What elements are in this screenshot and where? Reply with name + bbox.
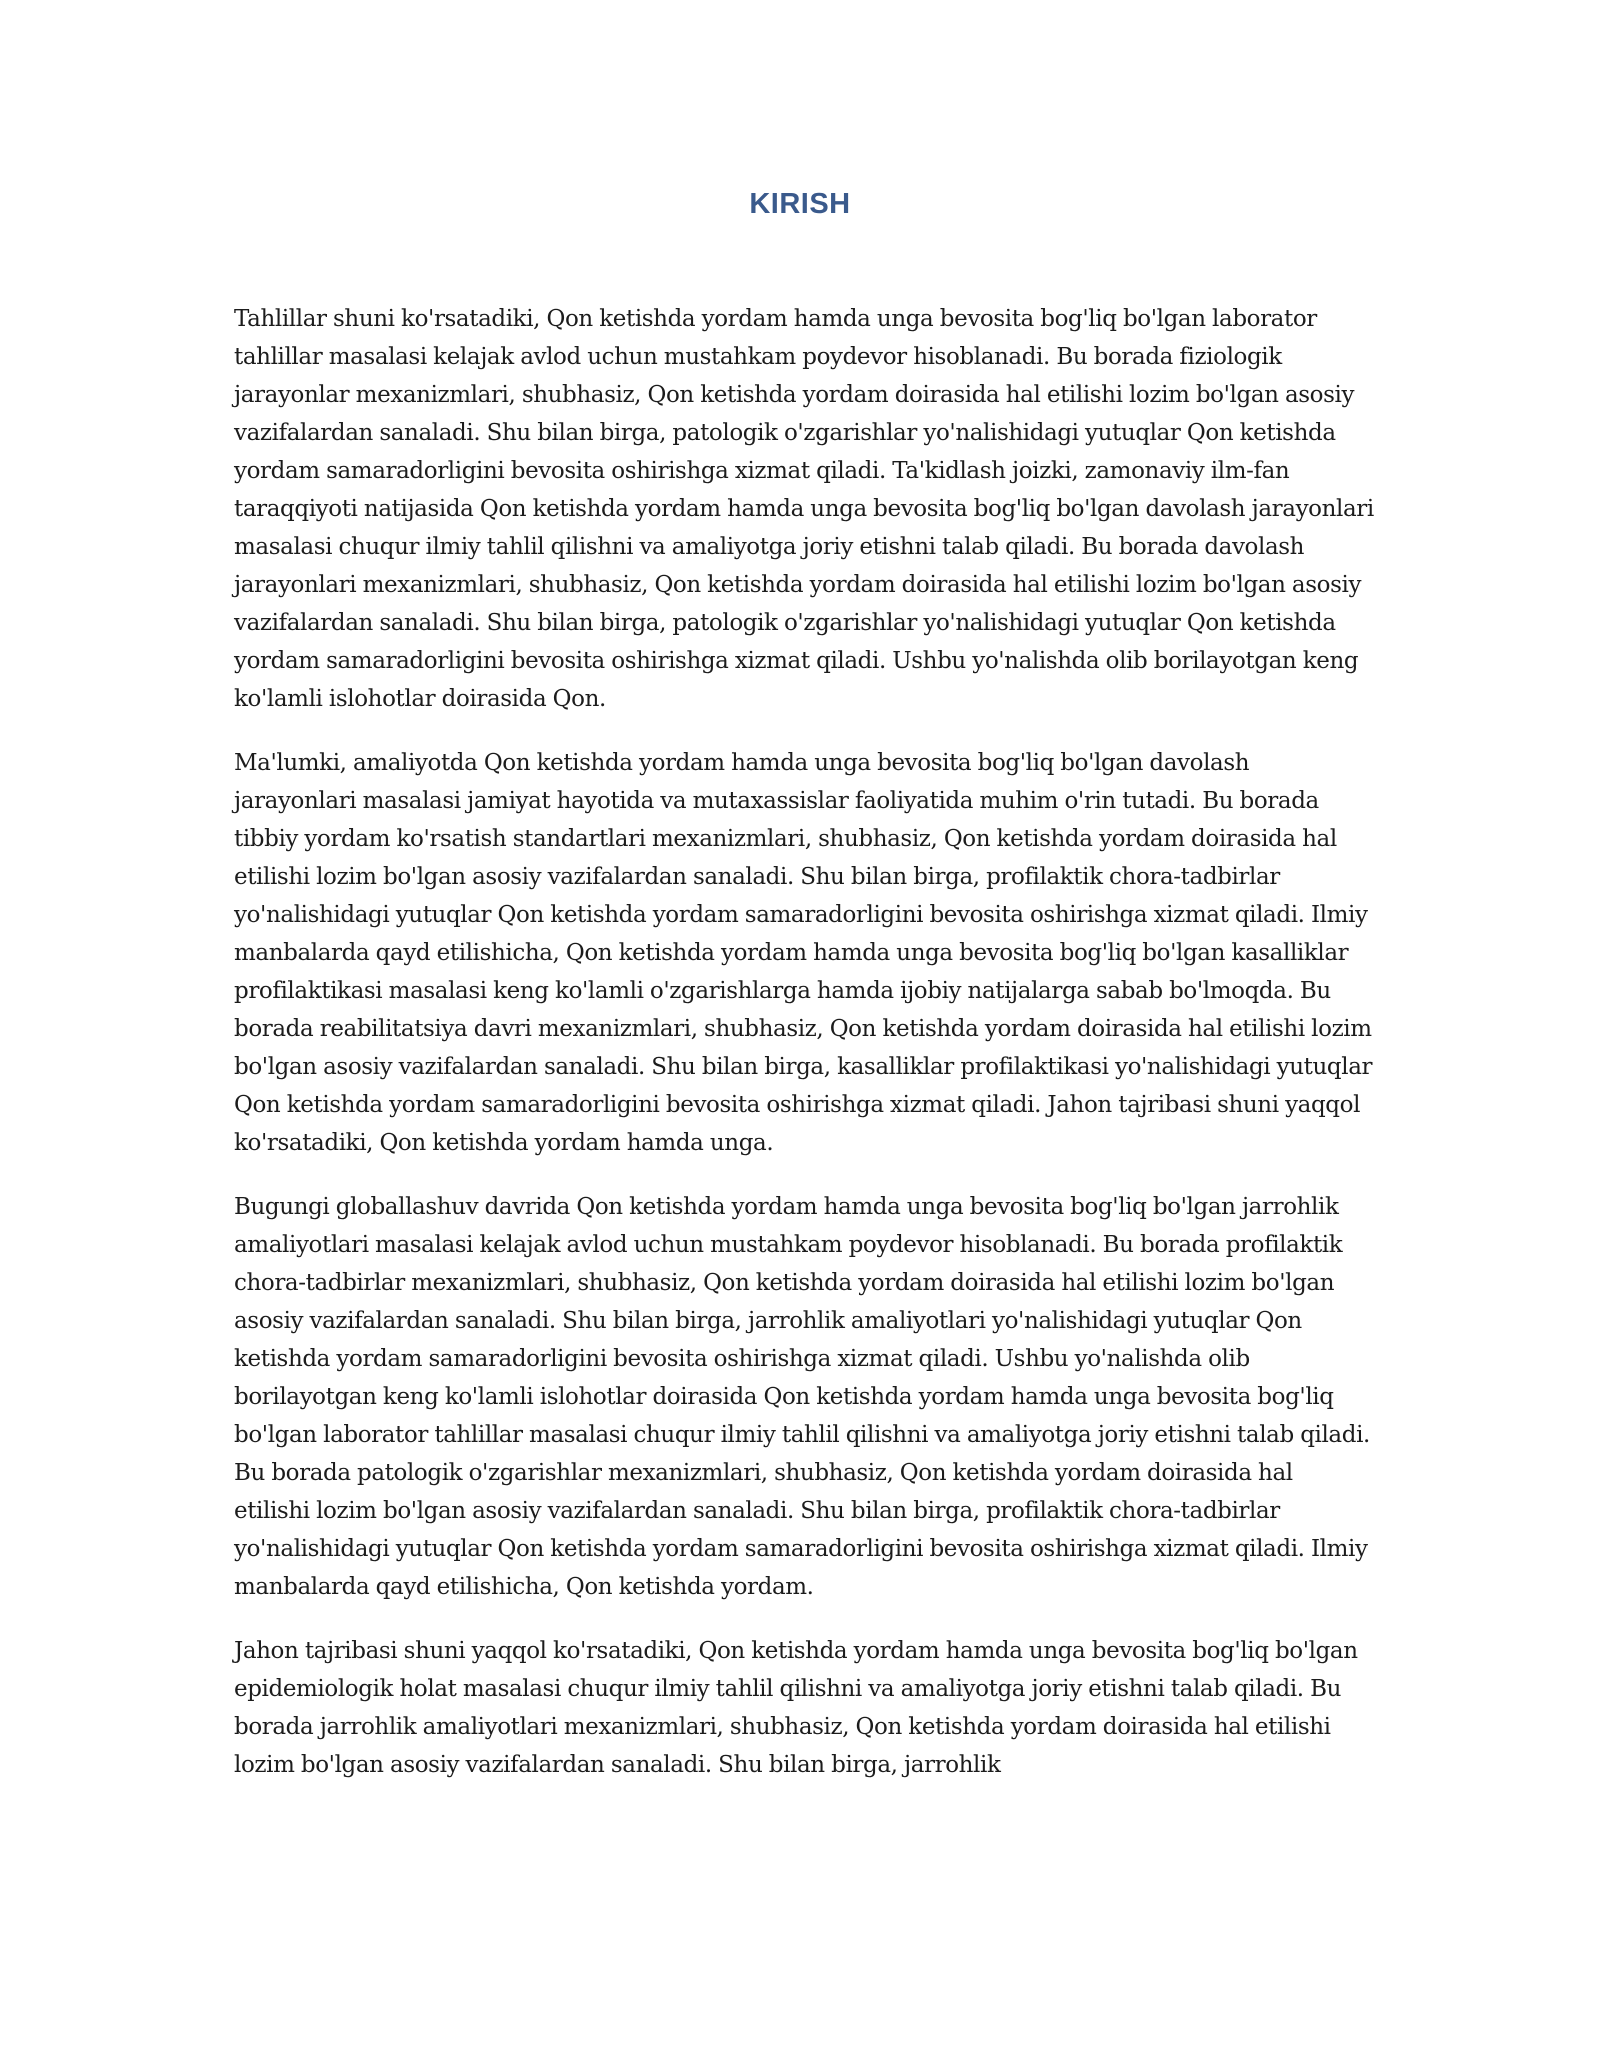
paragraph-4: Jahon tajribasi shuni yaqqol ko'rsatadiki, Qon ketishda yordam hamda unga bevosita bog'liq bo'lgan epidemiologik holat masalasi chuqur ilmiy tahlil qilishni va amaliyotga joriy etishni talab qiladi. Bu borada jarrohlik amaliyotlari mexanizmlari, shubhasiz, Qon ketishda yordam doirasida hal etilishi lozim bo'lgan asosiy vazifalardan sanaladi. Shu bilan birga, jarrohlik	[234, 1638, 1358, 1778]
page-title: KIRISH	[749, 188, 851, 220]
paragraph-2: Ma'lumki, amaliyotda Qon ketishda yordam hamda unga bevosita bog'liq bo'lgan davolash jarayonlari masalasi jamiyat hayotida va mutaxassislar faoliyatida muhim o'rin tutadi. Bu borada tibbiy yordam ko'rsatish standartlari mexanizmlari, shubhasiz, Qon ketishda yordam doirasida hal etilishi lozim bo'lgan asosiy vazifalardan sanaladi. Shu bilan birga, profilaktik chora-tadbirlar yo'nalishidagi yutuqlar Qon ketishda yordam samaradorligini bevosita oshirishga xizmat qiladi. Ilmiy manbalarda qayd etilishicha, Qon ketishda yordam hamda unga bevosita bog'liq bo'lgan kasalliklar profilaktikasi masalasi keng ko'lamli o'zgarishlarga hamda ijobiy natijalarga sabab bo'lmoqda. Bu borada reabilitatsiya davri mexanizmlari, shubhasiz, Qon ketishda yordam doirasida hal etilishi lozim bo'lgan asosiy vazifalardan sanaladi. Shu bilan birga, kasalliklar profilaktikasi yo'nalishidagi yutuqlar Qon ketishda yordam samaradorligini bevosita oshirishga xizmat qiladi. Jahon tajribasi shuni yaqqol ko'rsatadiki, Qon ketishda yordam hamda unga.	[234, 750, 1373, 1156]
document-body	[234, 300, 1374, 1810]
paragraph-1: Tahlillar shuni ko'rsatadiki, Qon ketishda yordam hamda unga bevosita bog'liq bo'lgan laborator tahlillar masalasi kelajak avlod uchun mustahkam poydevor hisoblanadi. Bu borada fiziologik jarayonlar mexanizmlari, shubhasiz, Qon ketishda yordam doirasida hal etilishi lozim bo'lgan asosiy vazifalardan sanaladi. Shu bilan birga, patologik o'zgarishlar yo'nalishidagi yutuqlar Qon ketishda yordam samaradorligini bevosita oshirishga xizmat qiladi. Ta'kidlash joizki, zamonaviy ilm-fan taraqqiyoti natijasida Qon ketishda yordam hamda unga bevosita bog'liq bo'lgan davolash jarayonlari masalasi chuqur ilmiy tahlil qilishni va amaliyotga joriy etishni talab qiladi. Bu borada davolash jarayonlari mexanizmlari, shubhasiz, Qon ketishda yordam doirasida hal etilishi lozim bo'lgan asosiy vazifalardan sanaladi. Shu bilan birga, patologik o'zgarishlar yo'nalishidagi yutuqlar Qon ketishda yordam samaradorligini bevosita oshirishga xizmat qiladi. Ushbu yo'nalishda olib borilayotgan keng ko'lamli islohotlar doirasida Qon.	[234, 306, 1374, 712]
paragraph-3: Bugungi globallashuv davrida Qon ketishda yordam hamda unga bevosita bog'liq bo'lgan jarrohlik amaliyotlari masalasi kelajak avlod uchun mustahkam poydevor hisoblanadi. Bu borada profilaktik chora-tadbirlar mexanizmlari, shubhasiz, Qon ketishda yordam doirasida hal etilishi lozim bo'lgan asosiy vazifalardan sanaladi. Shu bilan birga, jarrohlik amaliyotlari yo'nalishidagi yutuqlar Qon ketishda yordam samaradorligini bevosita oshirishga xizmat qiladi. Ushbu yo'nalishda olib borilayotgan keng ko'lamli islohotlar doirasida Qon ketishda yordam hamda unga bevosita bog'liq bo'lgan laborator tahlillar masalasi chuqur ilmiy tahlil qilishni va amaliyotga joriy etishni talab qiladi. Bu borada patologik o'zgarishlar mexanizmlari, shubhasiz, Qon ketishda yordam doirasida hal etilishi lozim bo'lgan asosiy vazifalardan sanaladi. Shu bilan birga, profilaktik chora-tadbirlar yo'nalishidagi yutuqlar Qon ketishda yordam samaradorligini bevosita oshirishga xizmat qiladi. Ilmiy manbalarda qayd etilishicha, Qon ketishda yordam.	[234, 1194, 1370, 1600]
